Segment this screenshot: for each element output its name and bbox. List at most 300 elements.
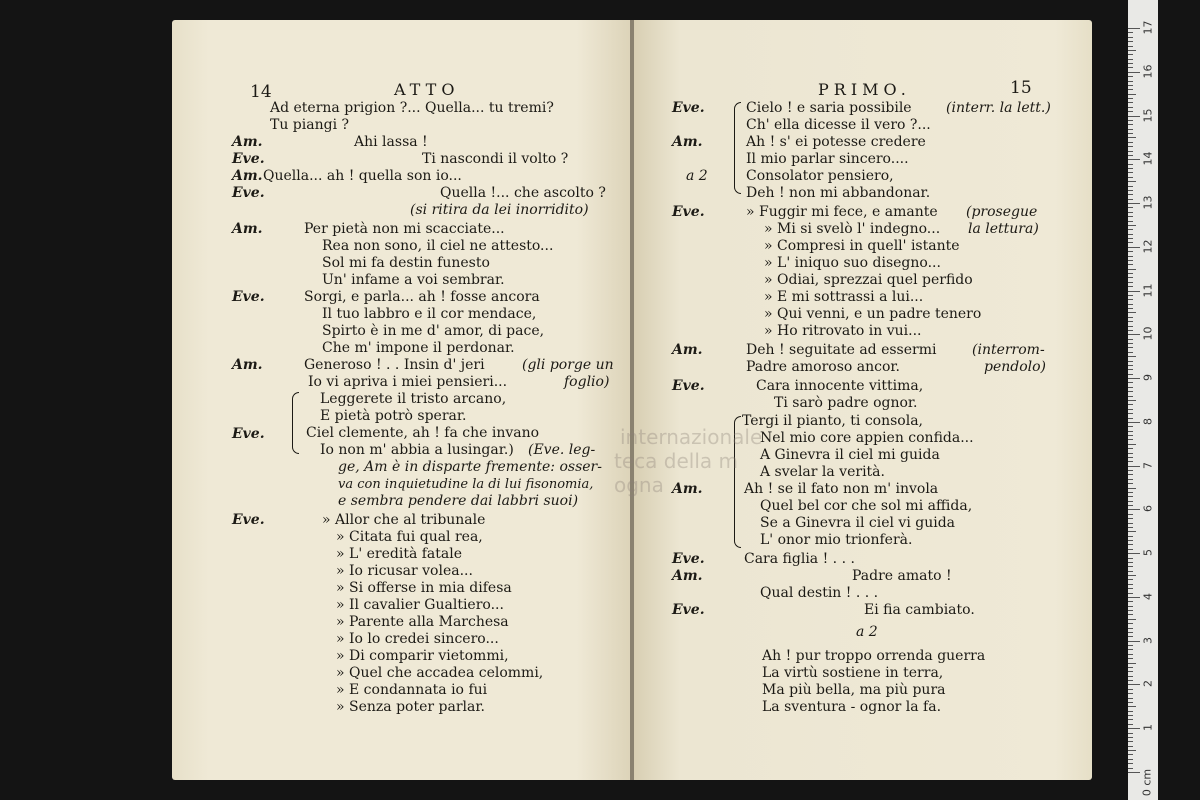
text-line: Che m' impone il perdonar. — [322, 340, 515, 356]
text-line: » E mi sottrassi a lui... — [764, 289, 924, 305]
text-line: » E condannata io fui — [336, 682, 488, 698]
text-line: Tu piangi ? — [270, 117, 350, 133]
text-line: Ti nascondi il volto ? — [422, 151, 569, 167]
ruler-tick — [1128, 676, 1133, 677]
text-line: Per pietà non mi scacciate... — [304, 221, 505, 237]
ruler-number: 15 — [1141, 108, 1155, 123]
ruler-tick — [1128, 194, 1133, 195]
ruler-tick — [1128, 334, 1140, 335]
ruler-number: 6 — [1141, 505, 1155, 513]
ruler-tick — [1128, 382, 1133, 383]
text-line: Quella... ah ! quella son io... — [263, 168, 462, 184]
text-line: » Si offerse in mia difesa — [336, 580, 512, 596]
ruler-tick — [1128, 759, 1133, 760]
ruler-tick — [1128, 649, 1133, 650]
text-line: Io vi apriva i miei pensieri... — [308, 374, 508, 390]
ruler-tick — [1128, 63, 1133, 64]
text-line: Padre amato ! — [852, 568, 952, 584]
ruler-number: 16 — [1141, 64, 1155, 79]
ruler-tick — [1128, 593, 1133, 594]
open-book — [172, 20, 1092, 786]
ruler-tick — [1128, 579, 1133, 580]
ruler-tick — [1128, 444, 1136, 445]
text-line: » Ho ritrovato in vui... — [764, 323, 922, 339]
stage-direction: la lettura) — [968, 221, 1039, 237]
watermark-line: teca della m — [614, 449, 738, 473]
ruler-tick — [1128, 606, 1133, 607]
ruler-tick — [1128, 461, 1133, 462]
ruler-tick — [1128, 361, 1133, 362]
text-line: Ch' ella dicesse il vero ?... — [746, 117, 931, 133]
ruler-tick — [1128, 693, 1133, 694]
ruler-tick — [1128, 54, 1133, 55]
ruler-tick — [1128, 470, 1133, 471]
ruler-tick — [1128, 159, 1140, 160]
stage-direction: (prosegue — [966, 204, 1038, 220]
ruler-tick — [1128, 32, 1133, 33]
ruler-unit: 0 cm — [1140, 768, 1154, 797]
ruler-tick — [1128, 413, 1133, 414]
ruler-tick — [1128, 317, 1133, 318]
speaker-label: Eve. — [232, 426, 265, 442]
ruler-tick — [1128, 501, 1133, 502]
brace — [292, 392, 299, 454]
ruler-tick — [1128, 199, 1133, 200]
ruler-tick — [1128, 391, 1133, 392]
speaker-label: Eve. — [232, 512, 265, 528]
text-line: E pietà potrò sperar. — [320, 408, 467, 424]
ruler-tick — [1128, 282, 1133, 283]
page-number: 14 — [250, 82, 272, 102]
ruler-tick — [1128, 295, 1133, 296]
stage-direction: va con inquietudine la di lui fisonomia, — [338, 477, 594, 492]
ruler-tick — [1128, 680, 1133, 681]
ruler-tick — [1128, 59, 1133, 60]
ruler-tick — [1128, 597, 1140, 598]
ruler-tick — [1128, 571, 1133, 572]
text-line: La virtù sostiene in terra, — [762, 665, 944, 681]
ruler-tick — [1128, 763, 1133, 764]
ruler-tick — [1128, 684, 1140, 685]
text-line: Consolator pensiero, — [746, 168, 894, 184]
ruler-tick — [1128, 544, 1133, 545]
ruler-tick — [1128, 308, 1133, 309]
ruler-tick — [1128, 347, 1133, 348]
ruler-tick — [1128, 719, 1133, 720]
ruler-tick — [1128, 146, 1133, 147]
text-line: Quella !... che ascolto ? — [440, 185, 606, 201]
ruler-tick — [1128, 326, 1133, 327]
ruler-number: 5 — [1141, 549, 1155, 557]
ruler-tick — [1128, 689, 1133, 690]
text-line: Ei fia cambiato. — [864, 602, 975, 618]
ruler-tick — [1128, 728, 1140, 729]
ruler-tick — [1128, 50, 1136, 51]
ruler-tick — [1128, 251, 1133, 252]
text-line: Cara figlia ! . . . — [744, 551, 855, 567]
ruler-tick — [1128, 98, 1133, 99]
ruler-tick — [1128, 404, 1133, 405]
ruler-tick — [1128, 431, 1133, 432]
stage-direction: foglio) — [564, 374, 610, 390]
ruler-tick — [1128, 41, 1133, 42]
ruler-tick — [1128, 553, 1140, 554]
text-line: L' onor mio trionferà. — [760, 532, 913, 548]
ruler-number: 1 — [1141, 724, 1155, 732]
ruler-tick — [1128, 698, 1133, 699]
text-line: Leggerete il tristo arcano, — [320, 391, 507, 407]
ruler-tick — [1128, 330, 1133, 331]
ruler-tick — [1128, 102, 1133, 103]
ruler-tick — [1128, 85, 1133, 86]
speaker-label: Eve. — [672, 551, 705, 567]
text-line: » Quel che accadea celommi, — [336, 665, 544, 681]
ruler-tick — [1128, 186, 1133, 187]
stage-direction: (interrom- — [972, 342, 1045, 358]
ruler-tick — [1128, 133, 1133, 134]
speaker-label: Am. — [232, 168, 263, 184]
text-line: » Fuggir mi fece, e amante — [746, 204, 938, 220]
text-line: Cara innocente vittima, — [756, 378, 924, 394]
speaker-label: Am. — [232, 357, 263, 373]
brace — [734, 102, 741, 194]
text-line: Un' infame a voi sembrar. — [322, 272, 505, 288]
ruler-tick — [1128, 181, 1136, 182]
speaker-label: Am. — [672, 568, 703, 584]
ruler-tick — [1128, 76, 1133, 77]
ruler-tick — [1128, 378, 1140, 379]
ruler-tick — [1128, 531, 1136, 532]
ruler-tick — [1128, 142, 1133, 143]
ruler-tick — [1128, 28, 1140, 29]
ruler-tick — [1128, 641, 1140, 642]
watermark-line: ogna — [614, 473, 664, 497]
ruler-tick — [1128, 339, 1133, 340]
section-marker: a 2 — [856, 624, 878, 640]
ruler-tick — [1128, 203, 1140, 204]
stage-direction: (si ritira da lei inorridito) — [410, 202, 589, 218]
text-line: Sorgi, e parla... ah ! fosse ancora — [304, 289, 540, 305]
ruler-number: 10 — [1141, 326, 1155, 341]
ruler-tick — [1128, 89, 1133, 90]
ruler-tick — [1128, 654, 1133, 655]
ruler-tick — [1128, 129, 1133, 130]
ruler-tick — [1128, 286, 1133, 287]
text-line: » Di comparir vietommi, — [336, 648, 509, 664]
page-number: 15 — [1010, 78, 1032, 98]
text-line: » L' iniquo suo disegno... — [764, 255, 941, 271]
ruler-tick — [1128, 124, 1133, 125]
speaker-label: Am. — [672, 134, 703, 150]
ruler-tick — [1128, 523, 1133, 524]
ruler-tick — [1128, 216, 1133, 217]
ruler-tick — [1128, 663, 1136, 664]
ruler-tick — [1128, 234, 1133, 235]
ruler-tick — [1128, 527, 1133, 528]
ruler-tick — [1128, 483, 1133, 484]
running-head: PRIMO. — [818, 80, 911, 99]
ruler-tick — [1128, 46, 1133, 47]
text-line: Ti sarò padre ognor. — [774, 395, 918, 411]
ruler-tick — [1128, 496, 1133, 497]
ruler-tick — [1128, 291, 1140, 292]
ruler-tick — [1128, 164, 1133, 165]
text-line: Deh ! non mi abbandonar. — [746, 185, 931, 201]
speaker-label: Eve. — [672, 204, 705, 220]
stage-direction: e sembra pendere dai labbri suoi) — [338, 493, 579, 509]
ruler-number: 17 — [1141, 20, 1155, 35]
ruler-tick — [1128, 369, 1133, 370]
text-line: Ad eterna prigion ?... Quella... tu tremi? — [270, 100, 554, 116]
text-line: Quel bel cor che sol mi affida, — [760, 498, 973, 514]
ruler-tick — [1128, 715, 1133, 716]
text-line: » Qui venni, e un padre tenero — [764, 306, 982, 322]
ruler-tick — [1128, 81, 1133, 82]
text-line: Qual destin ! . . . — [760, 585, 879, 601]
ruler-tick — [1128, 514, 1133, 515]
ruler-tick — [1128, 754, 1133, 755]
ruler-tick — [1128, 566, 1133, 567]
ruler-tick — [1128, 312, 1136, 313]
ruler-tick — [1128, 400, 1136, 401]
ruler-tick — [1128, 768, 1133, 769]
speaker-label: Am. — [672, 481, 703, 497]
ruler-number: 13 — [1141, 195, 1155, 210]
ruler-tick — [1128, 453, 1133, 454]
ruler-tick — [1128, 601, 1133, 602]
ruler-tick — [1128, 155, 1133, 156]
ruler-tick — [1128, 269, 1136, 270]
ruler-tick — [1128, 212, 1133, 213]
speaker-label: a 2 — [686, 168, 708, 184]
ruler-tick — [1128, 168, 1133, 169]
ruler-tick — [1128, 562, 1133, 563]
ruler-tick — [1128, 426, 1133, 427]
ruler-tick — [1128, 229, 1133, 230]
ruler-tick — [1128, 225, 1136, 226]
ruler-tick — [1128, 299, 1133, 300]
ruler-tick — [1128, 321, 1133, 322]
speaker-label: Eve. — [232, 289, 265, 305]
ruler-tick — [1128, 151, 1133, 152]
ruler-tick — [1128, 256, 1133, 257]
ruler-tick — [1128, 636, 1133, 637]
ruler-tick — [1128, 724, 1133, 725]
ruler-tick — [1128, 632, 1133, 633]
ruler-tick — [1128, 658, 1133, 659]
ruler-tick — [1128, 190, 1133, 191]
ruler-tick — [1128, 588, 1133, 589]
left-page — [172, 20, 632, 780]
ruler-tick — [1128, 242, 1133, 243]
ruler-tick — [1128, 575, 1136, 576]
text-line: La sventura - ognor la fa. — [762, 699, 942, 715]
right-page — [634, 20, 1092, 780]
text-line: Rea non sono, il ciel ne attesto... — [322, 238, 554, 254]
text-line: Tergi il pianto, ti consola, — [742, 413, 924, 429]
ruler-number: 2 — [1141, 680, 1155, 688]
text-line: » Compresi in quell' istante — [764, 238, 960, 254]
ruler-number: 3 — [1141, 636, 1155, 644]
ruler-tick — [1128, 207, 1133, 208]
ruler-number: 4 — [1141, 592, 1155, 600]
ruler-tick — [1128, 120, 1133, 121]
ruler-tick — [1128, 614, 1133, 615]
speaker-label: Eve. — [672, 100, 705, 116]
text-line: Ah ! pur troppo orrenda guerra — [762, 648, 986, 664]
ruler-tick — [1128, 457, 1133, 458]
ruler-tick — [1128, 619, 1136, 620]
ruler-tick — [1128, 94, 1136, 95]
ruler-tick — [1128, 474, 1133, 475]
ruler-tick — [1128, 277, 1133, 278]
ruler-tick — [1128, 343, 1133, 344]
ruler-tick — [1128, 396, 1133, 397]
speaker-label: Am. — [232, 134, 263, 150]
speaker-label: Eve. — [672, 602, 705, 618]
ruler-tick — [1128, 536, 1133, 537]
ruler-tick — [1128, 706, 1136, 707]
text-line: Spirto è in me d' amor, di pace, — [322, 323, 545, 339]
text-line: » Io ricusar volea... — [336, 563, 473, 579]
ruler-tick — [1128, 374, 1133, 375]
speaker-label: Am. — [672, 342, 703, 358]
text-line: Ah ! se il fato non m' invola — [744, 481, 939, 497]
text-line: » Io lo credei sincero... — [336, 631, 499, 647]
ruler-tick — [1128, 505, 1133, 506]
ruler-tick — [1128, 492, 1133, 493]
text-line: » Allor che al tribunale — [322, 512, 486, 528]
text-line: Cielo ! e saria possibile — [746, 100, 912, 116]
ruler-tick — [1128, 422, 1140, 423]
text-line: » Senza poter parlar. — [336, 699, 485, 715]
stage-direction: pendolo) — [984, 359, 1047, 375]
ruler-number: 11 — [1141, 283, 1155, 298]
running-head: ATTO — [394, 80, 460, 99]
ruler-tick — [1128, 221, 1133, 222]
library-watermark — [570, 425, 762, 497]
ruler-tick — [1128, 304, 1133, 305]
ruler-tick — [1128, 177, 1133, 178]
ruler-tick — [1128, 448, 1133, 449]
ruler-tick — [1128, 264, 1133, 265]
text-line: Sol mi fa destin funesto — [322, 255, 490, 271]
ruler-tick — [1128, 72, 1140, 73]
speaker-label: Am. — [232, 221, 263, 237]
ruler-tick — [1128, 746, 1133, 747]
watermark-line: internazionale — [620, 425, 763, 449]
ruler-tick — [1128, 352, 1133, 353]
ruler-tick — [1128, 238, 1133, 239]
ruler-tick — [1128, 628, 1133, 629]
speaker-label: Eve. — [232, 151, 265, 167]
text-line: Ahi lassa ! — [354, 134, 428, 150]
ruler-tick — [1128, 356, 1136, 357]
ruler-tick — [1128, 772, 1140, 773]
text-line: Ma più bella, ma più pura — [762, 682, 946, 698]
ruler-tick — [1128, 549, 1133, 550]
ruler-tick — [1128, 418, 1133, 419]
measuring-ruler — [1128, 0, 1158, 800]
ruler-tick — [1128, 518, 1133, 519]
ruler-tick — [1128, 137, 1136, 138]
text-line: » Il cavalier Gualtiero... — [336, 597, 504, 613]
text-line: Ah ! s' ei potesse credere — [746, 134, 926, 150]
ruler-tick — [1128, 750, 1136, 751]
text-line: Ciel clemente, ah ! fa che invano — [306, 425, 540, 441]
ruler-tick — [1128, 741, 1133, 742]
text-line: » Odiai, sprezzai quel perfido — [764, 272, 973, 288]
ruler-tick — [1128, 558, 1133, 559]
ruler-number: 14 — [1141, 151, 1155, 166]
text-line: Generoso ! . . Insin d' jeri — [304, 357, 485, 373]
ruler-tick — [1128, 540, 1133, 541]
stage-direction: ge, Am è in disparte fremente: osser- — [338, 459, 602, 475]
ruler-tick — [1128, 671, 1133, 672]
text-line: Io non m' abbia a lusingar.) — [320, 442, 514, 458]
text-line: » Mi si svelò l' indegno... — [764, 221, 941, 237]
ruler-tick — [1128, 172, 1133, 173]
ruler-tick — [1128, 365, 1133, 366]
text-line: Il mio parlar sincero.... — [746, 151, 909, 167]
ruler-tick — [1128, 479, 1133, 480]
ruler-tick — [1128, 509, 1140, 510]
ruler-number: 7 — [1141, 461, 1155, 469]
ruler-tick — [1128, 37, 1133, 38]
ruler-tick — [1128, 387, 1133, 388]
ruler-tick — [1128, 260, 1133, 261]
ruler-tick — [1128, 107, 1133, 108]
stage-direction: (interr. la lett.) — [946, 100, 1051, 116]
speaker-label: Eve. — [232, 185, 265, 201]
speaker-label: Eve. — [672, 378, 705, 394]
ruler-tick — [1128, 702, 1133, 703]
text-line: Se a Ginevra il ciel vi guida — [760, 515, 956, 531]
stage-direction: (Eve. leg- — [528, 442, 596, 458]
ruler-tick — [1128, 273, 1133, 274]
ruler-number: 12 — [1141, 239, 1155, 254]
text-line: » Parente alla Marchesa — [336, 614, 509, 630]
text-line: A svelar la verità. — [760, 464, 885, 480]
ruler-tick — [1128, 737, 1133, 738]
ruler-tick — [1128, 488, 1136, 489]
ruler-tick — [1128, 466, 1140, 467]
ruler-number: 9 — [1141, 374, 1155, 382]
ruler-tick — [1128, 711, 1133, 712]
stage-direction: (gli porge un — [522, 357, 614, 373]
ruler-tick — [1128, 111, 1133, 112]
ruler-number: 8 — [1141, 417, 1155, 425]
text-line: Nel mio core appien confida... — [760, 430, 974, 446]
ruler-tick — [1128, 667, 1133, 668]
text-line: Padre amoroso ancor. — [746, 359, 900, 375]
ruler-tick — [1128, 116, 1140, 117]
text-line: » L' eredità fatale — [336, 546, 462, 562]
ruler-tick — [1128, 247, 1140, 248]
ruler-tick — [1128, 67, 1133, 68]
ruler-tick — [1128, 435, 1133, 436]
text-line: » Citata fui qual rea, — [336, 529, 483, 545]
ruler-tick — [1128, 645, 1133, 646]
ruler-tick — [1128, 439, 1133, 440]
ruler-tick — [1128, 610, 1133, 611]
ruler-tick — [1128, 584, 1133, 585]
text-line: Deh ! seguitate ad essermi — [746, 342, 937, 358]
ruler-tick — [1128, 733, 1133, 734]
text-line: Il tuo labbro e il cor mendace, — [322, 306, 537, 322]
text-line: A Ginevra il ciel mi guida — [760, 447, 940, 463]
ruler-tick — [1128, 409, 1133, 410]
